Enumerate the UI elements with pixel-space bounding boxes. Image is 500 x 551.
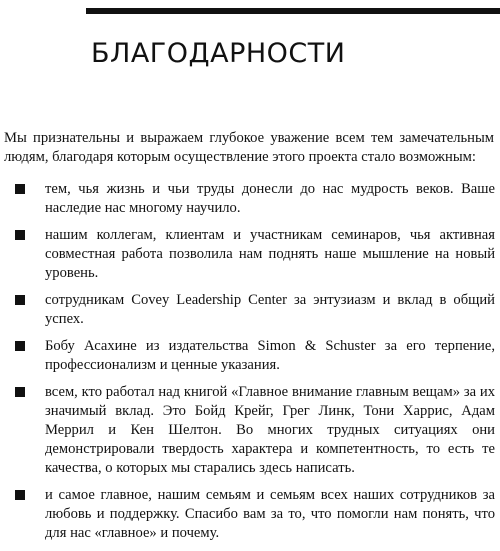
list-item-text: нашим коллегам, клиентам и участникам семинаров, чья активная совместная работа позволила нам поднять наше мышление на новый уровень. bbox=[45, 227, 495, 281]
intro-paragraph: Мы признательны и выражаем глубокое уважение всем тем замечательным людям, благодаря которым осуществление этого проекта стало возможным: bbox=[4, 130, 494, 165]
list-item-text: Бобу Асахине из издательства Simon & Schuster за его терпение, профессионализм и ценные указания. bbox=[45, 338, 495, 373]
square-bullet-icon bbox=[15, 490, 25, 500]
square-bullet-icon bbox=[15, 387, 25, 397]
square-bullet-icon bbox=[15, 184, 25, 194]
header-rule bbox=[86, 8, 500, 14]
list-item-text: сотрудникам Covey Leadership Center за энтузиазм и вклад в общий успех. bbox=[45, 292, 495, 327]
list-item-text: и самое главное, нашим семьям и семьям всех наших сотрудников за любовь и поддержку. Спасибо вам за то, что помогли нам понять, что для нас «главное» и почему. bbox=[45, 487, 495, 541]
list-item bbox=[0, 486, 495, 543]
list-item bbox=[0, 180, 495, 218]
square-bullet-icon bbox=[15, 341, 25, 351]
page-title: БЛАГОДАРНОСТИ bbox=[91, 38, 346, 69]
list-item-text: тем, чья жизнь и чьи труды донесли до нас мудрость веков. Ваше наследие нас многому научило. bbox=[45, 181, 495, 216]
square-bullet-icon bbox=[15, 230, 25, 240]
acknowledgement-list bbox=[0, 180, 500, 551]
square-bullet-icon bbox=[15, 295, 25, 305]
list-item bbox=[0, 226, 495, 283]
list-item-text: всем, кто работал над книгой «Главное внимание главным вещам» за их значимый вклад. Это Бойд Крейг, Грег Линк, Тони Харрис, Адам Меррил и Кен Шелтон. Во многих трудных ситуациях они демонстрировали твердость характера и компетентность, то есть те качества, о которых мы старались здесь написать. bbox=[45, 384, 495, 476]
list-item bbox=[0, 337, 495, 375]
list-item bbox=[0, 291, 495, 329]
list-item bbox=[0, 383, 495, 478]
